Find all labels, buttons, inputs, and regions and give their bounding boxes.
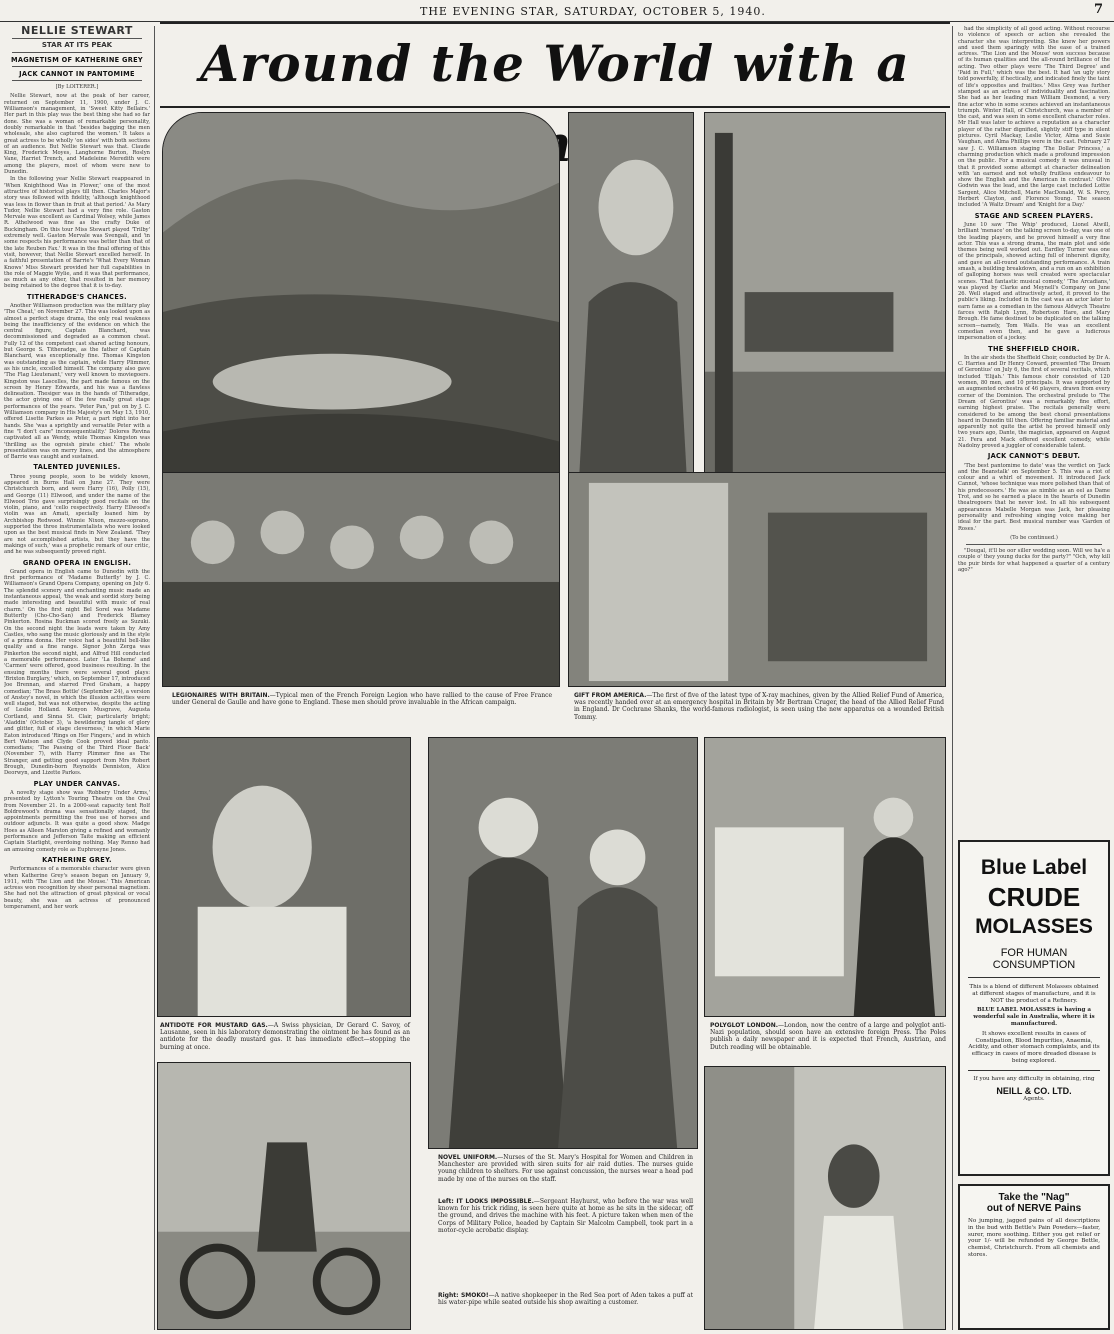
paragraph: Grand opera in English came to Dunedin with the first performance of 'Madame Butterfly' by J. C. Williamson's Grand Opera Company, opening on July 6. The splendid scenery and enchanting music made an instantaneous appeal, 'the weak and sordid story being made interesting and beautiful with music of real charm.' On the first night Bel Sorel was Madame Butterfly (Cho-Cho-San) and Frederick Blamey Pinkerton. Rosina Buckman scored freely as Suzuki. On the second night the leads were taken by Amy Castles, who sang the music gloriously and in the style of a prima donna. Her voice had a beautiful bell-like quality and a fine range. Signor John Zerga was Pinkerton the second night, and Alfred Hill conducted a memorable performance. Later 'La Boheme' and 'Carmen' were offered, good business resulting. In the ensuing months there were several good plays: 'Brixton Burglary,' which, on September 17, introduced Joe Brennan, and starred Fred Graham, a happy comedian; 'The Brass Bottle' (September 24), a version of Anstey's novel, in which the illusion activities were well staged, but was not otherwise, despite the acting of Leslie Holland. Kenyon Musgrave, Augusta Cortland, and Sinna St. Clair, particularly bright; 'Aladdin' (October 3), 'a bewildering tangle of glory and glitter, full of stage cleverness,' in which Marie Eaton introduced 'Rings on Her Fingers,' and in which Bert Watson and Clyde Cook proved ideal panto. comedians; 'The Passing of the Third Floor Back' (November 7), with Harry Plimmer fine as The Stranger, and getting good support from Mrs Robert Brough, Dunedin-born Reynolds Denniston, Alice Deorwyn, and Lizette Parkes. [4,568,150,777]
section-heading: STAGE AND SCREEN PLAYERS. [974,211,1094,220]
ad-agents: Agents. [1023,1095,1045,1102]
article-deck: MAGNETISM OF KATHERINE GREY [11,55,143,64]
article-deck: STAR AT ITS PEAK [41,41,113,50]
caption-lead: LEGIONAIRES WITH BRITAIN. [172,692,270,699]
caption-antidote [160,1022,410,1051]
caption-text: —A native shopkeeper in the Red Sea port of Aden takes a puff at his water-pipe while seated outside his shop awaiting a customer. [438,1292,693,1307]
paragraph: June 10 saw 'The Whip' produced, Lionel Atwill, brilliant 'menace' on the talking screen to-day, was one of the leading players, and he proved himself a very fine actor. This was a strong drama, the main plot and side themes being well worked out. Eardley Turner was one of the principals, showed acting full of inherent dignity, and gave an all-round outstanding performance. A train smash, a building breakdown, and a run on an exhibition of galloping horses was well created were spectacular scenes. 'That fantastic musical comedy,' 'The Arcadians,' was played by Clarke and Meynell's Company on June 26. Well staged and attractively acted, it proved to the public's liking. Included in the cast was an actor later to earn fame as a comedian in the famous Aldwych Theatre farces with Ralph Lynn, Robertson Hare, and Mary Brough. He fame destined to be duplicated on the talking screen—namely, Tom Walls. He was an excellent comedian even then, and he gave a ludicrous impersonation of a jockey. [958,221,1110,342]
caption-polyglot [710,1022,946,1051]
ad-molasses [958,840,1110,1176]
divider [12,80,142,81]
ad-body: If you have any difficulty in obtaining, ring [973,1075,1095,1082]
section-heading: GRAND OPERA IN ENGLISH. [22,558,132,567]
paragraph: Another Williamson production was the military play 'The Cheat,' on November 27. This was looked upon as almost a perfect stage drama, the only real weakness being the insufficiency of the evidence on which the central figure, Captain Blanchard, was decommissioned and degraded as a common cheat. Fully 12 of the competent cast shared acting honours, but George S. Titheradge, as the father of Captain Blanchard, was exceptionally fine. Thomas Kingston was outstanding as the captain, while Harry Plimmer, as his uncle, excelled himself. The company also gave 'The Flag Lieutenant,' very well known to moviegoers. Kingston was Lascelles, the part made famous on the screen by Henry Edwards, and his was a flawless delineation. Thesiger was in the hands of Titheradge, the actor giving one of the few really great stage performances of the years. 'Peter Pan,' put on by J. C. Williamson company in His Majesty's on May 13, 1910, offered Lisette Parkes as Peter, a part right into her hands. She 'was a sprightly and versatile Peter with a fine "I don't care" inconsequentiality.' Dolores Revina captivated all as Wendy, while Thomas Kingston was 'thrilling as the ogreish pirate chief.' The whole presentation was on merry lines, and the atmosphere of Barrie was caught and sustained. [4,302,150,461]
photo-xray [568,472,946,687]
divider [12,52,142,53]
photo-polyglot [704,737,946,1017]
ad-nerve [958,1184,1110,1330]
right-column [958,26,1110,938]
caption-lead: ANTIDOTE FOR MUSTARD GAS. [160,1022,268,1029]
paragraph: Nellie Stewart, now at the peak of her career, returned on September 11, 1900, under J. C. Williamson's management, in 'Sweet Kitty Bellairs.' Her part in this play was the best thing she had so far done. She was a woman of remarkable personality, doubly remarkable in that 'besides bagging the men wholesale, she also captured the women.' It takes a great actress to be wholly 'on sides' with both sections of an audience. But Nellie Stewart was that. Claude King, Frederick Moyes, Langhorne Burton, Roslyn Vane, Harriet Trench, and Madeleine Meredith were among the players, most of whom were new to Dunedin. [4,93,150,176]
paragraph: In the following year Nellie Stewart reappeared in 'When Knighthood Was in Flower,' one of the most attractive of historical plays till then. Charles Major's story was followed with fidelity, 'although knighthood was less in flower than in fruit at that period.' As Mary Tudor, Nellie Stewart had a very fine role. Gaston Mervale was excellent as Cardinal Wolsey, while James R. Athelwood was fine as the crafty Duke of Buckingham. On this tour Miss Stewart played 'Trilby' extremely well. Gaston Mervale was Svengali, and 'in some respects his performance was better than that of the late Reuben Fax.' It was in the final offering of this visit, however, that Nellie Stewart excelled herself. In a faithful presentation of Barrie's 'What Every Woman Knows' Miss Stewart provided her full capabilities in the role of Maggie Wylie, and it was that performance, as much as any other, that resulted in her memory being retained to the degree that it is to-day. [4,176,150,290]
section-heading: PLAY UNDER CANVAS. [33,779,121,788]
ad-line: Blue Label [980,856,1088,879]
ad-company: NEILL & CO. LTD. [996,1085,1072,1096]
ad-line: MOLASSES [975,915,1093,938]
column-rule [154,26,155,1330]
caption-impossible [438,1198,693,1234]
article-deck: JACK CANNOT IN PANTOMIME [19,69,135,78]
continued-note: (To be continued.) [1010,534,1058,541]
caption-text: —The first of five of the latest type of X-ray machines, given by the Allied Relief Fund of America, was recently handed over at an emergency hospital in Britain by Mr Bertram Cruger, the head of the Allied Relief Fund in England. Dr Cochrane Shanks, the world-famous radiologist, is seen using the new apparatus on a wounded British Tommy. [574,692,944,721]
caption-text: —Nurses of the St. Mary's Hospital for Women and Children in Manchester are provided with siren suits for air raid duties. The nurses guide young children to shelters. For use against concussion, the nurses wear a head pad made by one of the nurses on the staff. [438,1154,694,1183]
paragraph: 'The best pantomime to date' was the verdict on 'Jack and the Beanstalk' on September 5. This was a riot of colour and a whirl of movement. It introduced Jack Cannot, 'whose technique was more polished than that of his predecessors.' He was as nimble as an eel as Dame Trot, and so he earned a place in the hearts of Dunedin theatregoers that he never lost. In all his subsequent appearances Mabelle Morgan was Jack, her pleasing personality and refreshing singing voice making her ideal for the part. Best musical number was 'Garden of Roses.' [958,462,1110,532]
paragraph: In the air sheds the Sheffield Choir, conducted by Dr A. C. Harries and Dr Henry Coward, presented 'The Dream of Gerontius' on July 6, the first of several recitals, which included 'Elijah.' This famous choir consisted of 120 women, 80 men, and 10 principals. It was supported by an augmented orchestra of 46 players, drawn from every corner of the Dominion. The orchestral prelude to 'The Dream of Gerontius' was a remarkably fine effort, earning highest praise. The recitals generally were considered to be among the best choral presentations heard in Dunedin till then. Offering familiar material and apparently not quite the artist he proved himself only two years ago, Dante, the magician, appeared on August 21. Fera and Mack offered excellent comedy, while Nadolny proved a juggler of considerable talent. [958,354,1110,449]
byline: [By LOITERER.] [55,84,99,91]
paragraph: A novelty stage show was 'Robbery Under Arms,' presented by Lytton's Touring Theatre on the Oval from November 21. In a 2000-seat capacity tent Rolf Boldrewood's drama was sensationally staged, the appointments permitting the free use of horses and outdoor adjuncts. It was quite a good show. Madge Hoes as Alleen Marston giving a refined and womanly performance and Jefferson Taite making an efficient Captain Starlight, overdoing nothing. May Renno had an amusing comedy role as Euphrosyne Jones. [4,789,150,853]
paragraph: Three young people, soon to be widely known, appeared in Burns Hall on June 27. They were Christchurch born, and were Harry (16), Polly (15), and George (11) Ellwood, and under the name of the Ellwood Trio gave surprisingly good recitals on the violin, piano, and 'cello respectively. Harry Ellwood's violin was an Amati, specially loaned him by Archbishop Redwood. Winnie Nixon, mezzo-soprano, supported the three instrumentalists who were looked upon as the best musical finds in New Zealand. 'They are not accomplished artists, but they have the makings of such,' was a prophetic remark of our critic, and he was subsequently proved right. [4,473,150,556]
left-column [4,26,150,1332]
photo-smoko [704,1066,946,1330]
caption-lead: GIFT FROM AMERICA. [574,692,647,699]
photo-voyage [568,112,694,484]
column-rule [952,26,953,1330]
caption-lead: NOVEL UNIFORM. [438,1154,498,1161]
article-headline: NELLIE STEWART [21,26,133,37]
feature-title-text: Around the World with a [200,34,910,93]
section-heading: TITHERADGE'S CHANCES. [27,292,127,301]
caption-lead: Right: SMOKO! [438,1292,489,1299]
ad-body: This is a blend of different Molasses obtained at different stages of manufacture, and it is NOT the product of a Refinery. [969,984,1099,1004]
masthead-title: THE EVENING STAR, SATURDAY, OCTOBER 5, 1940. [420,5,766,18]
photo-antidote [157,737,411,1017]
caption-lead: POLYGLOT LONDON. [710,1022,779,1029]
ad-line: CRUDE [987,882,1081,912]
caption-smoko [438,1292,693,1306]
divider [12,66,142,67]
caption-text: —A Swiss physician, Dr Gerard C. Savoy, of Lausanne, seen in his laboratory demonstrating the ointment he has found as an antidote for the deadly mustard gas. It has immediate effect—stopping the burning at once. [160,1022,410,1051]
photo-fortress [704,112,946,514]
photo-uniform [428,737,698,1149]
divider [12,38,142,39]
caption-xray [574,692,944,721]
ad-line: Take the "Nag" [998,1192,1070,1203]
caption-text: —Sergeant Hayhurst, who before the war was well known for his trick riding, is seen here quite at home as he sits in the sidecar, off the ground, and drives the machine with his feet. A picture taken when men of the Corps of Military Police, headed by Captain Sir Malcolm Campbell, took part in a motor-cycle acrobatic display. [438,1198,693,1234]
caption-uniform [438,1154,693,1183]
feature-title [160,22,950,108]
paragraph: Performances of a memorable character were given when Katherine Grey's season began on January 9, 1911, with 'The Lion and the Mouse.' This American actress won recognition by sheer personal magnetism. She had not the attraction of great physical or vocal beauty, she was an actress of pronounced temperament, and her work [4,866,150,910]
section-heading: KATHERINE GREY. [42,855,112,864]
quip: "Dougal, it'll be oor siller wedding soon. Will we ha'e a couple o' they young ducks for the party?" "Och, why kill the puir birds for what happened a quarter of a century ago?" [958,548,1110,574]
paragraph: had the simplicity of all good acting. Without recourse to violence of speech or action she revealed the character she was interpreting. She knew her powers and used them sparingly with the ease of a trained actress. 'The Lion and the Mouse' won success because of its human qualities and the all-round brilliance of the acting. Two other plays were 'The Third Degree' and 'Paid in Full,' which was the best. It had 'an ugly story told powerfully, if hectically, and indicated finely the taint of life's opposites and frailties.' Miss Grey was further stamped as an actress of individuality and fascination. She had as her leading man William Desmond, a very fine actor who in some scenes achieved an instantaneous triumph. Winter Hall, of Christchurch, was a member of the cast, and was seen in some excellent character roles. Mr Hall was later to achieve a reputation as a character player of the rather dignified, slightly stiff type in silent pictures. Cyril Mackay, Leslie Victor, Alma and Susie Vaughan, and Alma Phillips were in the cast. February 27 saw J. C. Williamson staging 'The Dollar Princess,' a charming production which made a profound impression on the public. For a musical comedy it was unusual in that it provided some attempt at character delineation with 'an earnest and not wholly fruitless endeavour to show the English and the American in contrast.' Olive Godwin was the lead, and the large cast included Lottie Sargent, Alice Mitchell, Marie MacDonald, W. S. Percy, Herbert Clayton, and Florence Young. The season included 'A Waltz Dream' and 'Knight for a Day.' [958,26,1110,209]
photo-lakeland [162,112,560,514]
ad-body: It shows excellent results in cases of Constipation, Blood Impurities, Anaemia, Acidity, and other stomach complaints, and its efficacy in cases of more dreaded disease is being explored. [968,1030,1100,1064]
ad-line: out of NERVE Pains [986,1203,1082,1214]
section-heading: JACK CANNOT'S DEBUT. [987,452,1081,461]
photo-legionaires [162,472,560,687]
page-number: 7 [1093,2,1104,17]
caption-text: —Typical men of the French Foreign Legion who have rallied to the cause of Free France under General de Gaulle and have gone to England. These men should prove invaluable in the African campaign. [172,692,552,707]
caption-legionaires [172,692,552,706]
divider [966,544,1102,545]
ad-body: No jumping, jagged pains of all descriptions in the bud with Bettle's Pain Powders—faster, surer, more soothing. Either you get relief or your 1/- will be refunded by George Bettle, chemist, Christchurch. From all chemists and stores. [968,1218,1100,1258]
caption-lead: Left: IT LOOKS IMPOSSIBLE. [438,1198,534,1205]
photo-motorcycle [157,1062,411,1330]
section-heading: TALENTED JUVENILES. [33,463,121,472]
section-heading: THE SHEFFIELD CHOIR. [988,344,1080,353]
masthead [0,0,1114,22]
caption-text: —London, now the centre of a large and polyglot anti-Nazi population, should soon have an extensive foreign Press. The Poles publish a daily newspaper and it is expected that French, Austrian, and Dutch reading will be obtainable. [710,1022,946,1051]
ad-line: CONSUMPTION [992,959,1076,971]
ad-line: FOR HUMAN [1000,947,1068,959]
ad-body: BLUE LABEL MOLASSES is having a wonderful sale in Australia, where it is manufactured. [973,1007,1095,1027]
